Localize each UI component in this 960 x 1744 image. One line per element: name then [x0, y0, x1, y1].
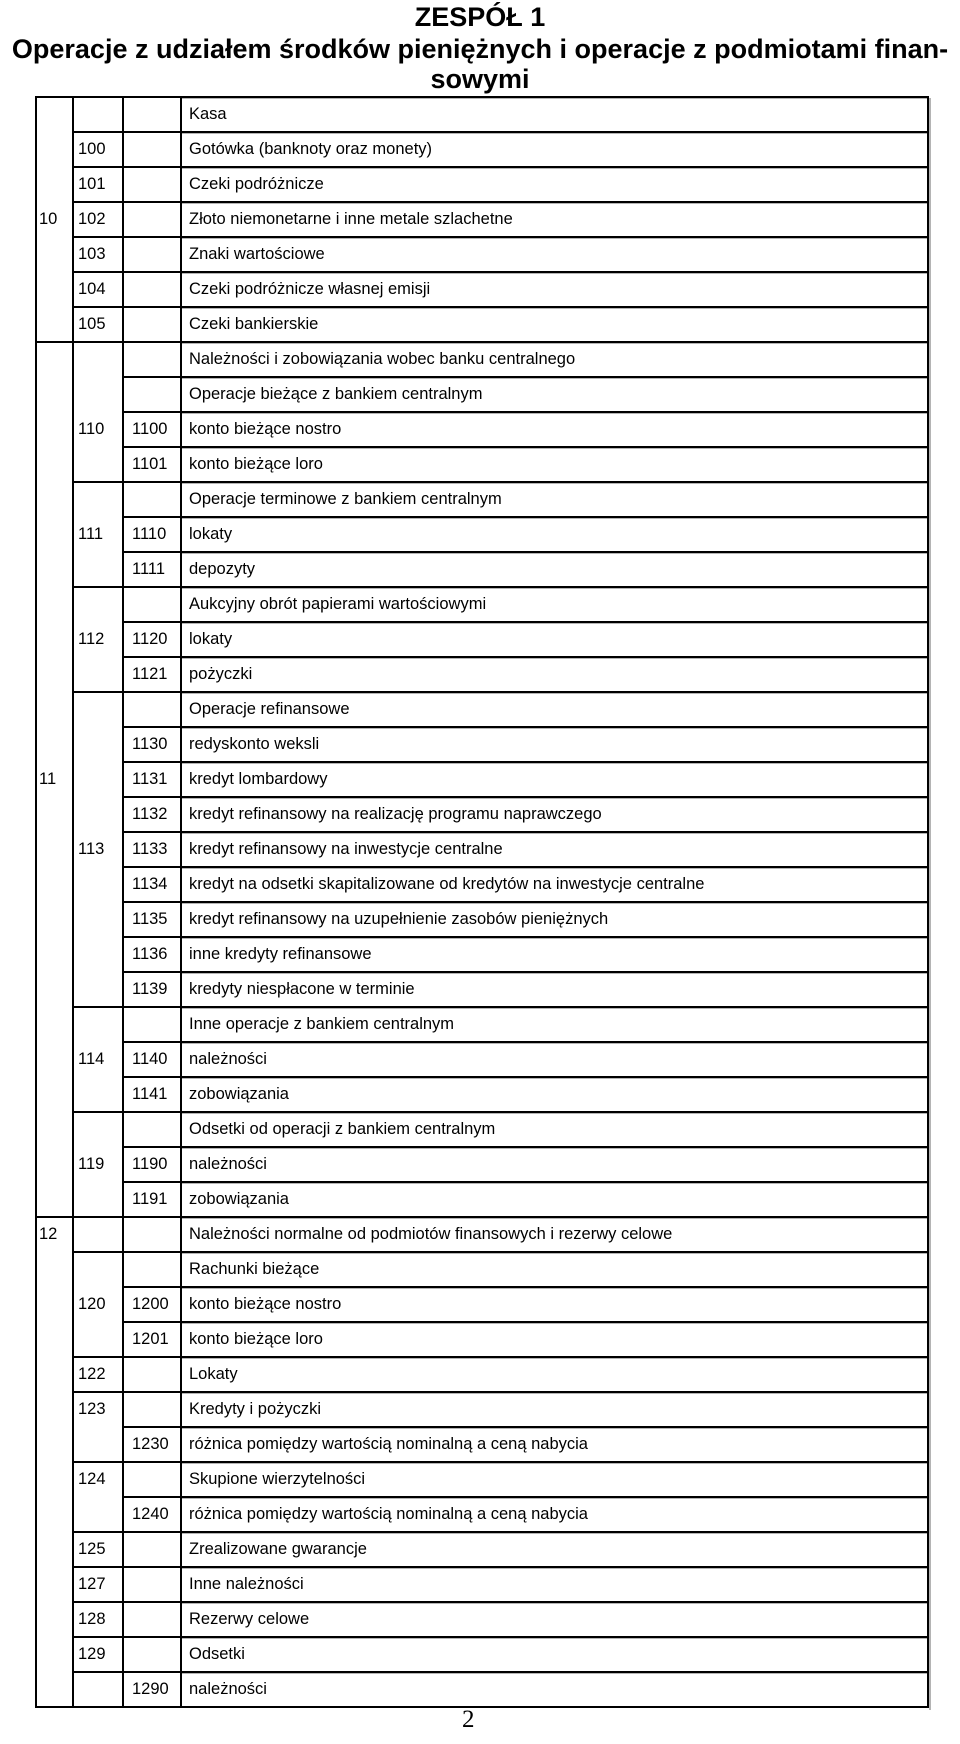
c3-rule [122, 341, 180, 343]
c2-rule [72, 236, 122, 238]
account-name: kredyt na odsetki skapitalizowane od kredytów na inwestycje centralne [189, 875, 705, 893]
c3-rule [122, 201, 180, 203]
c2-column-rule [72, 96, 74, 1706]
account-number-synthetic: 129 [78, 1645, 106, 1663]
c3-rule [122, 1601, 180, 1603]
c2-rule [72, 1601, 122, 1603]
c3-bottom-rule [122, 1706, 180, 1708]
account-number-synthetic: 110 [78, 420, 105, 438]
c2-rule [72, 1391, 122, 1393]
account-name: redyskonto weksli [189, 735, 320, 753]
row-shadow [182, 1043, 929, 1044]
c3-rule [122, 1216, 180, 1218]
account-number-analytic: 1135 [132, 910, 168, 928]
row-shadow [182, 448, 929, 449]
account-name: konto bieżące loro [189, 1330, 323, 1348]
account-name: kredyt refinansowy na realizację programu naprawczego [189, 805, 602, 823]
account-number-analytic: 1139 [132, 980, 168, 998]
c3-rule [122, 691, 180, 693]
account-number-analytic: 1131 [132, 770, 168, 788]
account-name: Lokaty [189, 1365, 238, 1383]
c1-rule [35, 341, 72, 343]
row-shadow [182, 1428, 929, 1429]
account-number-analytic: 1132 [132, 805, 168, 823]
c2-rule [72, 481, 122, 483]
account-number-synthetic: 123 [78, 1400, 106, 1418]
c2-bottom-rule [72, 1706, 122, 1708]
account-number-synthetic: 112 [78, 630, 105, 648]
account-number-analytic: 1141 [132, 1085, 168, 1103]
c3-rule [122, 1531, 180, 1533]
account-name: konto bieżące loro [189, 455, 323, 473]
account-name: kredyty niespłacone w terminie [189, 980, 415, 998]
c2-rule [72, 586, 122, 588]
account-number-analytic: 1200 [132, 1295, 169, 1313]
c2-rule [72, 201, 122, 203]
c3-rule [122, 971, 180, 973]
account-name: Odsetki od operacji z bankiem centralnym [189, 1120, 496, 1138]
row-shadow [182, 308, 929, 309]
row-shadow [182, 343, 929, 344]
row-shadow [182, 1358, 929, 1359]
row-shadow [182, 763, 929, 764]
row-shadow [182, 1008, 929, 1009]
c3-rule [122, 1426, 180, 1428]
account-name: Kredyty i pożyczki [189, 1400, 322, 1418]
account-number-analytic: 1190 [132, 1155, 168, 1173]
row-shadow [182, 1323, 929, 1324]
account-name: należności [189, 1050, 267, 1068]
account-name: różnica pomiędzy wartością nominalną a ceną nabycia [189, 1435, 588, 1453]
row-shadow [182, 1463, 929, 1464]
c3-rule [122, 1321, 180, 1323]
account-number-synthetic: 114 [78, 1050, 105, 1068]
row-shadow [182, 938, 929, 939]
row-shadow [182, 903, 929, 904]
row-shadow [182, 413, 929, 414]
row-shadow [182, 273, 929, 274]
account-group-number: 10 [39, 210, 58, 228]
c2-rule [72, 131, 122, 133]
account-name: Znaki wartościowe [189, 245, 325, 263]
row-shadow [182, 98, 929, 99]
account-name: lokaty [189, 630, 233, 648]
account-name: Czeki podróżnicze własnej emisji [189, 280, 431, 298]
row-shadow [182, 798, 929, 799]
account-name: Czeki podróżnicze [189, 175, 324, 193]
c3-rule [122, 236, 180, 238]
row-shadow [182, 728, 929, 729]
c3-rule [122, 726, 180, 728]
account-number-analytic: 1100 [132, 420, 168, 438]
c2-rule [72, 1636, 122, 1638]
c3-rule [122, 1461, 180, 1463]
c3-rule [122, 1636, 180, 1638]
account-name: Zrealizowane gwarancje [189, 1540, 367, 1558]
c3-rule [122, 1181, 180, 1183]
row-shadow [182, 133, 929, 134]
c3-rule [122, 621, 180, 623]
group-subtitle-line-1: Operacje z udziałem środków pieniężnych i operacje z podmiotami finan- [11, 34, 949, 64]
account-name: Czeki bankierskie [189, 315, 319, 333]
c3-rule [122, 1076, 180, 1078]
account-name: inne kredyty refinansowe [189, 945, 372, 963]
c3-rule [122, 306, 180, 308]
c3-rule [122, 516, 180, 518]
row-shadow [182, 203, 929, 204]
c1-rule [35, 1216, 72, 1218]
c3-rule [122, 831, 180, 833]
c3-rule [122, 1391, 180, 1393]
account-name: Inne operacje z bankiem centralnym [189, 1015, 455, 1033]
account-number-analytic: 1134 [132, 875, 168, 893]
c2-rule [72, 1356, 122, 1358]
row-shadow [182, 1148, 929, 1149]
account-name: zobowiązania [189, 1085, 289, 1103]
c3-rule [122, 586, 180, 588]
account-name: Gotówka (banknoty oraz monety) [189, 140, 433, 158]
account-name: zobowiązania [189, 1190, 289, 1208]
page-number: 2 [462, 1706, 475, 1733]
account-number-analytic: 1111 [132, 560, 166, 578]
c3-rule [122, 1286, 180, 1288]
account-number-synthetic: 101 [78, 175, 106, 193]
account-name: Skupione wierzytelności [189, 1470, 366, 1488]
c2-rule [72, 1251, 122, 1253]
account-number-synthetic: 127 [78, 1575, 106, 1593]
row-shadow [182, 868, 929, 869]
account-number-analytic: 1240 [132, 1505, 169, 1523]
c3-column-rule [122, 96, 124, 1706]
row-shadow [182, 1638, 929, 1639]
c2-rule [72, 1216, 122, 1218]
account-number-analytic: 1201 [132, 1330, 169, 1348]
account-number-synthetic: 111 [78, 525, 104, 543]
c3-rule [122, 656, 180, 658]
account-name: Operacje bieżące z bankiem centralnym [189, 385, 483, 403]
account-name: kredyt refinansowy na uzupełnienie zasobów pieniężnych [189, 910, 609, 928]
name-column-rule [180, 96, 182, 1706]
group-title: ZESPÓŁ 1 [414, 2, 546, 32]
account-name: różnica pomiędzy wartością nominalną a ceną nabycia [189, 1505, 588, 1523]
row-shadow [182, 1533, 929, 1534]
c2-rule [72, 271, 122, 273]
c3-rule [122, 446, 180, 448]
account-number-analytic: 1140 [132, 1050, 168, 1068]
c2-rule [72, 341, 122, 343]
account-number-synthetic: 102 [78, 210, 106, 228]
account-number-analytic: 1191 [132, 1190, 168, 1208]
c3-rule [122, 376, 180, 378]
row-shadow [182, 1078, 929, 1079]
row-shadow [182, 588, 929, 589]
c2-rule [72, 1531, 122, 1533]
account-name: Rachunki bieżące [189, 1260, 320, 1278]
c3-rule [122, 1251, 180, 1253]
row-shadow [182, 1253, 929, 1254]
row-shadow [182, 1393, 929, 1394]
c3-rule [122, 1006, 180, 1008]
c3-rule [122, 481, 180, 483]
row-shadow [182, 693, 929, 694]
c3-rule [122, 131, 180, 133]
c3-rule [122, 411, 180, 413]
row-shadow [182, 553, 929, 554]
c3-rule [122, 901, 180, 903]
account-number-analytic: 1120 [132, 630, 168, 648]
account-name: Należności normalne od podmiotów finansowych i rezerwy celowe [189, 1225, 673, 1243]
c3-rule [122, 1111, 180, 1113]
account-name: kredyt lombardowy [189, 770, 328, 788]
c3-rule [122, 1496, 180, 1498]
account-number-synthetic: 105 [78, 315, 106, 333]
group-subtitle-line-2: sowymi [430, 64, 530, 94]
c3-rule [122, 761, 180, 763]
row-shadow [182, 973, 929, 974]
c1-bottom-rule [35, 1706, 72, 1708]
account-name: Należności i zobowiązania wobec banku centralnego [189, 350, 576, 368]
account-number-synthetic: 128 [78, 1610, 106, 1628]
account-group-number: 11 [39, 770, 57, 788]
account-name: depozyty [189, 560, 256, 578]
account-name: Rezerwy celowe [189, 1610, 310, 1628]
c3-rule [122, 1671, 180, 1673]
row-shadow [182, 238, 929, 239]
account-name: Złoto niemonetarne i inne metale szlachetne [189, 210, 513, 228]
account-name: Inne należności [189, 1575, 304, 1593]
c3-rule [122, 936, 180, 938]
account-name: kredyt refinansowy na inwestycje centralne [189, 840, 503, 858]
account-number-synthetic: 124 [78, 1470, 106, 1488]
c3-rule [122, 551, 180, 553]
table-right-shadow [929, 98, 931, 1710]
c2-rule [72, 1461, 122, 1463]
table-bottom-rule [180, 1706, 929, 1708]
account-name: lokaty [189, 525, 233, 543]
account-name: należności [189, 1680, 267, 1698]
row-shadow [182, 1568, 929, 1569]
c3-rule [122, 1356, 180, 1358]
c3-rule [122, 271, 180, 273]
row-shadow [182, 483, 929, 484]
account-name: Kasa [189, 105, 227, 123]
account-name: Operacje refinansowe [189, 700, 350, 718]
c3-rule [122, 1146, 180, 1148]
account-number-synthetic: 125 [78, 1540, 106, 1558]
account-number-analytic: 1101 [132, 455, 168, 473]
c2-rule [72, 166, 122, 168]
c2-rule [72, 96, 122, 98]
row-shadow [182, 1218, 929, 1219]
account-name: Aukcyjny obrót papierami wartościowymi [189, 595, 487, 613]
c2-rule [72, 1566, 122, 1568]
row-shadow [182, 1498, 929, 1499]
c3-rule [122, 1566, 180, 1568]
row-shadow [182, 168, 929, 169]
account-number-analytic: 1121 [132, 665, 168, 683]
c2-rule [72, 1006, 122, 1008]
row-shadow [182, 378, 929, 379]
row-shadow [182, 623, 929, 624]
account-name: Operacje terminowe z bankiem centralnym [189, 490, 502, 508]
account-name: należności [189, 1155, 267, 1173]
row-shadow [182, 658, 929, 659]
c2-rule [72, 306, 122, 308]
row-shadow [182, 1183, 929, 1184]
account-number-synthetic: 120 [78, 1295, 106, 1313]
account-number-synthetic: 103 [78, 245, 106, 263]
row-shadow [182, 1113, 929, 1114]
row-shadow [182, 1673, 929, 1674]
account-number-synthetic: 104 [78, 280, 106, 298]
row-shadow [182, 518, 929, 519]
c1-column-rule [35, 96, 37, 1706]
c2-rule [72, 1671, 122, 1673]
account-number-analytic: 1230 [132, 1435, 169, 1453]
c3-rule [122, 1041, 180, 1043]
c3-rule [122, 166, 180, 168]
account-number-analytic: 1133 [132, 840, 168, 858]
c1-rule [35, 96, 72, 98]
account-name: konto bieżące nostro [189, 420, 342, 438]
c3-rule [122, 96, 180, 98]
account-number-analytic: 1136 [132, 945, 168, 963]
c3-rule [122, 796, 180, 798]
account-group-number: 12 [39, 1225, 58, 1243]
account-number-analytic: 1130 [132, 735, 168, 753]
account-number-analytic: 1110 [132, 525, 167, 543]
account-number-synthetic: 119 [78, 1155, 105, 1173]
account-number-synthetic: 100 [78, 140, 106, 158]
c2-rule [72, 691, 122, 693]
account-number-analytic: 1290 [132, 1680, 169, 1698]
row-shadow [182, 833, 929, 834]
account-name: konto bieżące nostro [189, 1295, 342, 1313]
row-shadow [182, 1603, 929, 1604]
row-shadow [182, 1288, 929, 1289]
c3-rule [122, 866, 180, 868]
account-name: Odsetki [189, 1645, 245, 1663]
account-name: pożyczki [189, 665, 253, 683]
c2-rule [72, 1111, 122, 1113]
account-number-synthetic: 113 [78, 840, 105, 858]
account-number-synthetic: 122 [78, 1365, 106, 1383]
